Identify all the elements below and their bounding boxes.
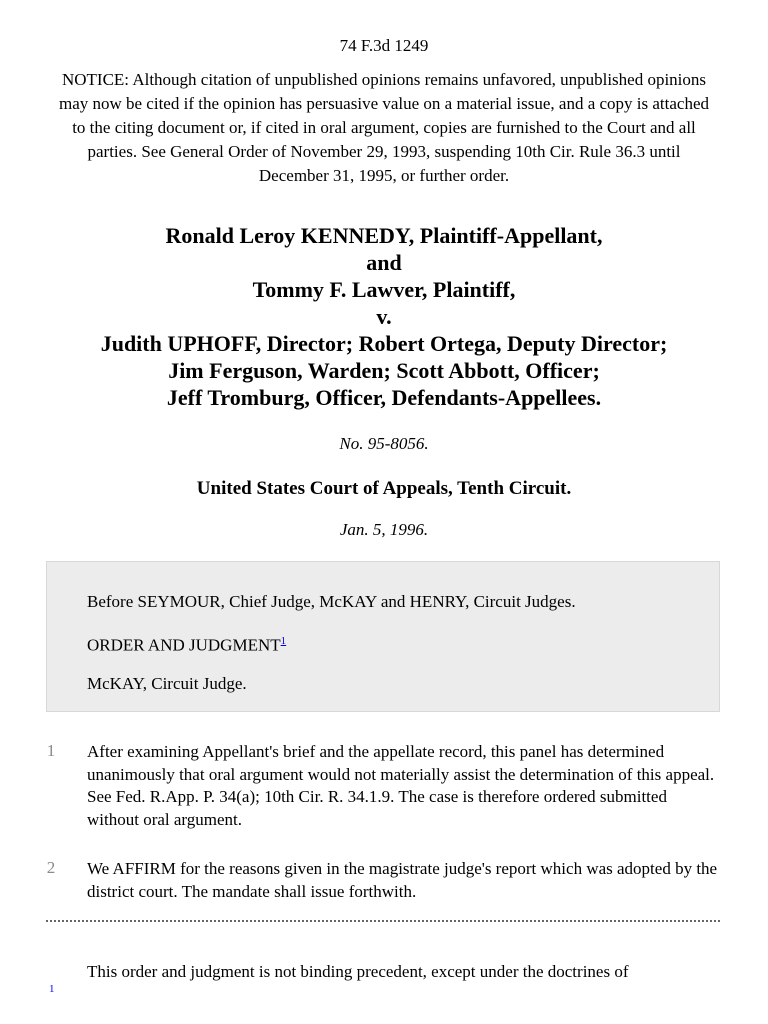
order-heading <box>87 632 286 656</box>
caption-line-defendants-2: Jim Ferguson, Warden; Scott Abbott, Officer; <box>168 358 600 383</box>
caption-line-defendants-1: Judith UPHOFF, Director; Robert Ortega, Deputy Director; <box>100 331 668 356</box>
paragraph-text: After examining Appellant's brief and the appellate record, this panel has determined unanimously that oral argument would not materially assist the determination of this appeal. See Fed. R.App. P. 34(a); 10th Cir. R. 34.1.9. The case is therefore ordered submitted without oral argument. <box>87 742 715 829</box>
caption-line-and: and <box>366 250 402 275</box>
panel-judges: Before SEYMOUR, Chief Judge, McKAY and HENRY, Circuit Judges. <box>87 592 576 611</box>
court-name: United States Court of Appeals, Tenth Circuit. <box>196 478 572 499</box>
footnote-marker-link[interactable]: 1 <box>49 983 55 995</box>
order-title: ORDER AND JUDGMENT <box>87 635 281 655</box>
paragraph-text: We AFFIRM for the reasons given in the magistrate judge's report which was adopted by the district court. The mandate shall issue forthwith. <box>87 859 718 901</box>
unpublished-notice: NOTICE: Although citation of unpublished opinions remains unfavored, unpublished opinions may now be cited if the opinion has persuasive value on a material issue, and a copy is attached to the citing document or, if cited in oral argument, copies are furnished to the Court and all parties. See General Order of November 29, 1993, suspending 10th Cir. Rule 36.3 until December 31, 1995, or further order. <box>58 70 710 185</box>
citation: 74 F.3d 1249 <box>339 36 429 55</box>
panel-box <box>46 561 720 712</box>
paragraph-number: 1 <box>46 741 56 760</box>
footnote-text: This order and judgment is not binding precedent, except under the doctrines of <box>87 962 629 981</box>
case-caption <box>0 222 768 411</box>
caption-line-plaintiff: Tommy F. Lawver, Plaintiff, <box>252 277 516 302</box>
decision-date: Jan. 5, 1996. <box>339 520 429 539</box>
footnote-separator <box>46 920 720 922</box>
caption-line-defendants-3: Jeff Tromburg, Officer, Defendants-Appellees. <box>166 385 602 410</box>
caption-line-versus: v. <box>376 304 392 329</box>
docket-number: No. 95-8056. <box>339 434 429 453</box>
opinion-author: McKAY, Circuit Judge. <box>87 674 247 693</box>
paragraph-number: 2 <box>46 858 56 877</box>
caption-line-appellant: Ronald Leroy KENNEDY, Plaintiff-Appellant, <box>165 223 603 248</box>
footnote-ref-link[interactable]: 1 <box>280 635 287 647</box>
